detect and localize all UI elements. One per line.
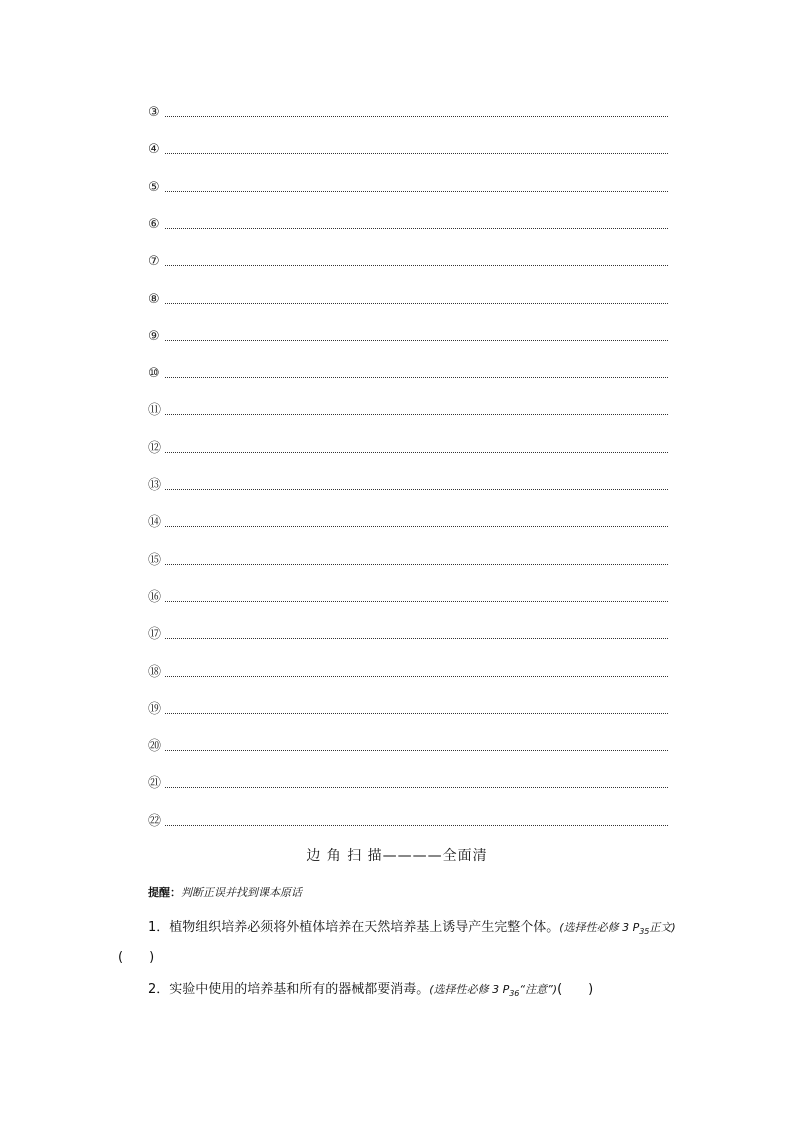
tip-label: 提醒： xyxy=(148,886,181,899)
dotted-answer-line[interactable] xyxy=(165,302,668,304)
blank-line[interactable] xyxy=(148,396,668,419)
blank-number: ⑳ xyxy=(148,739,162,755)
blank-number: ⑨ xyxy=(148,328,160,344)
dotted-answer-line[interactable] xyxy=(165,451,668,453)
tip-text: 判断正误并找到课本原话 xyxy=(181,886,302,899)
question-item-2 xyxy=(118,977,683,1007)
dotted-answer-line[interactable] xyxy=(165,376,668,378)
answer-bracket[interactable]: ( ) xyxy=(118,950,155,966)
blank-number: ⑪ xyxy=(148,403,162,419)
blank-line[interactable] xyxy=(148,769,668,792)
blank-number: ⑯ xyxy=(148,589,162,605)
item-number: 1． xyxy=(148,920,170,935)
blank-number: ⑩ xyxy=(148,366,160,382)
blank-line[interactable] xyxy=(148,807,668,827)
blank-line[interactable] xyxy=(148,359,668,382)
answer-bracket[interactable]: ( ) xyxy=(557,982,594,997)
blank-number: ⑱ xyxy=(148,664,162,680)
blank-line[interactable] xyxy=(148,583,668,603)
blank-line[interactable] xyxy=(148,285,668,305)
blank-line[interactable] xyxy=(148,98,668,118)
blank-number: ⑥ xyxy=(148,216,160,232)
blank-number: ⑧ xyxy=(148,291,160,307)
dotted-answer-line[interactable] xyxy=(165,152,668,154)
blank-line[interactable] xyxy=(148,732,668,755)
dotted-answer-line[interactable] xyxy=(165,600,668,602)
blank-number: ⑭ xyxy=(148,515,162,531)
blank-number: ④ xyxy=(148,142,160,158)
blank-number: ⑦ xyxy=(148,254,160,270)
dotted-answer-line[interactable] xyxy=(165,488,668,490)
dotted-answer-line[interactable] xyxy=(165,264,668,266)
dotted-answer-line[interactable] xyxy=(165,190,668,192)
dotted-answer-line[interactable] xyxy=(165,563,668,565)
blank-line[interactable] xyxy=(148,658,668,678)
dotted-answer-line[interactable] xyxy=(165,637,668,639)
item-source: (选择性必修 3 $P_{35}$正文) xyxy=(559,921,676,937)
tip xyxy=(148,884,302,900)
blank-number: ③ xyxy=(148,105,160,120)
dotted-answer-line[interactable] xyxy=(165,824,668,826)
section-title: 边 角 扫 描————全面清 xyxy=(306,848,488,864)
blank-number: ㉒ xyxy=(148,813,162,829)
blank-number: ⑫ xyxy=(148,440,162,456)
dotted-answer-line[interactable] xyxy=(165,786,668,788)
question-item-1 xyxy=(118,915,683,971)
blank-number: ⑲ xyxy=(148,701,162,717)
blank-line[interactable] xyxy=(148,620,668,643)
blank-line[interactable] xyxy=(148,247,668,270)
dotted-answer-line[interactable] xyxy=(165,339,668,341)
blank-line[interactable] xyxy=(148,546,668,566)
blank-line[interactable] xyxy=(148,135,668,158)
blank-line[interactable] xyxy=(148,173,668,193)
blank-line[interactable] xyxy=(148,508,668,531)
dotted-answer-line[interactable] xyxy=(165,525,668,527)
item-source: (选择性必修 3 $P_{36}“$注意”) xyxy=(429,983,558,999)
dotted-answer-line[interactable] xyxy=(165,749,668,751)
blank-line[interactable] xyxy=(148,322,668,342)
dotted-answer-line[interactable] xyxy=(165,413,668,415)
blank-line[interactable] xyxy=(148,210,668,230)
blank-number: ㉑ xyxy=(148,776,162,792)
dotted-answer-line[interactable] xyxy=(165,227,668,229)
blank-line[interactable] xyxy=(148,695,668,715)
blank-line[interactable] xyxy=(148,471,668,491)
dotted-answer-line[interactable] xyxy=(165,115,668,117)
blank-number: ⑬ xyxy=(148,478,162,493)
blank-number: ⑮ xyxy=(148,552,162,568)
dotted-answer-line[interactable] xyxy=(165,712,668,714)
item-text: 植物组织培养必须将外植体培养在天然培养基上诱导产生完整个体。 xyxy=(169,920,560,935)
blank-number: ⑰ xyxy=(148,627,162,643)
dotted-answer-line[interactable] xyxy=(165,675,668,677)
item-text: 实验中使用的培养基和所有的器械都要消毒。 xyxy=(169,982,430,997)
blank-number: ⑤ xyxy=(148,179,160,195)
item-number: 2． xyxy=(148,982,170,997)
blank-line[interactable] xyxy=(148,434,668,454)
